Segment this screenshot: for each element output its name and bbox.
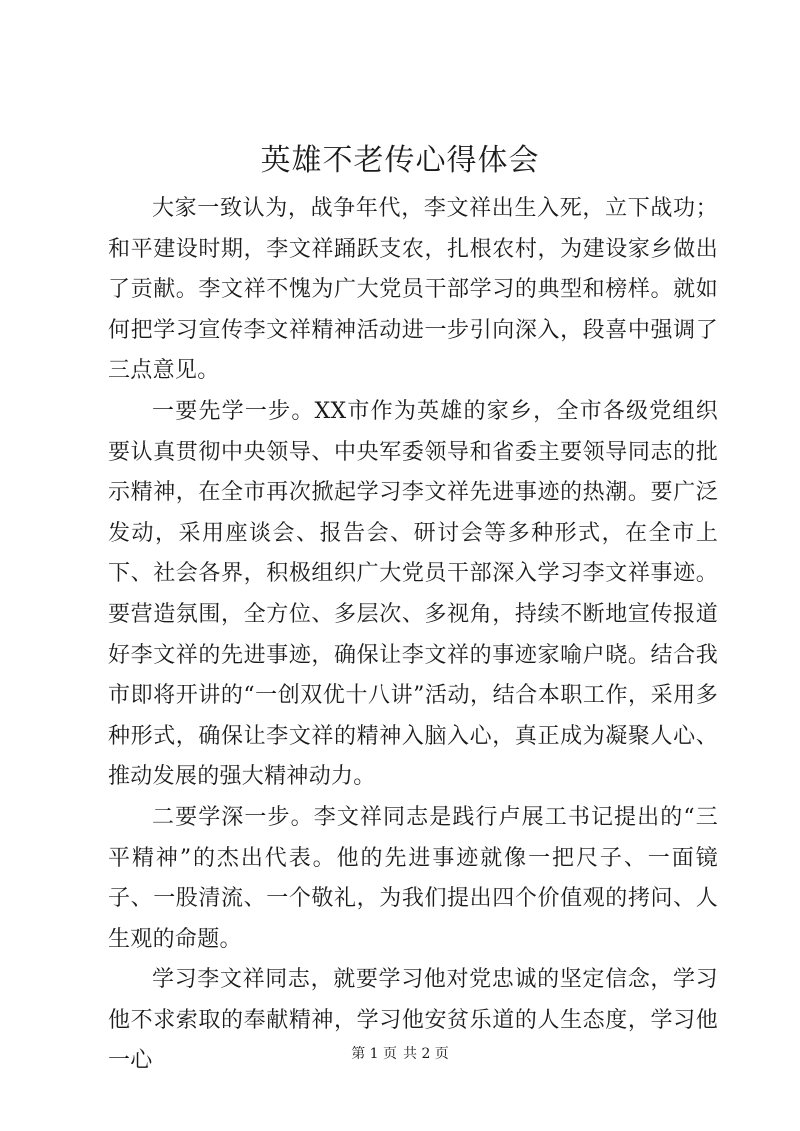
page-number: 第 1 页	[351, 1046, 397, 1062]
page-footer	[0, 1044, 800, 1064]
document-title: 英雄不老传心得体会	[260, 143, 540, 178]
paragraph-point-two: 二要学深一步。李文祥同志是践行卢展工书记提出的“三平精神”的杰出代表。他的先进事迹就像一把尺子、一面镜子、一股清流、一个敬礼，为我们提出四个价值观的拷问、人生观的命题。	[108, 804, 718, 952]
paragraph-point-one: 一要先学一步。XX市作为英雄的家乡，全市各级党组织要认真贯彻中央领导、中央军委领导和省委主要领导同志的批示精神，在全市再次掀起学习李文祥先进事迹的热潮。要广泛发动，采用座谈会、报告会、研讨会等多种形式，在全市上下、社会各界，积极组织广大党员干部深入学习李文祥事迹。要营造氛围，全方位、多层次、多视角，持续不断地宣传报道好李文祥的先进事迹，确保让李文祥的事迹家喻户晓。结合我市即将开讲的“一创双优十八讲”活动，结合本职工作，采用多种形式，确保让李文祥的精神入脑入心，真正成为凝聚人心、推动发展的强大精神动力。	[108, 398, 718, 790]
paragraph-intro: 大家一致认为，战争年代，李文祥出生入死，立下战功；和平建设时期，李文祥踊跃支农，扎根农村，为建设家乡做出了贡献。李文祥不愧为广大党员干部学习的典型和榜样。就如何把学习宣传李文祥精神活动进一步引向深入，段喜中强调了三点意见。	[108, 196, 718, 384]
page-total: 共 2 页	[403, 1046, 449, 1062]
document-body	[108, 189, 718, 1082]
paragraph-learning: 学习李文祥同志，就要学习他对党忠诚的坚定信念，学习他不求索取的奉献精神，学习他安贫乐道的人生态度，学习他一心	[108, 967, 718, 1074]
